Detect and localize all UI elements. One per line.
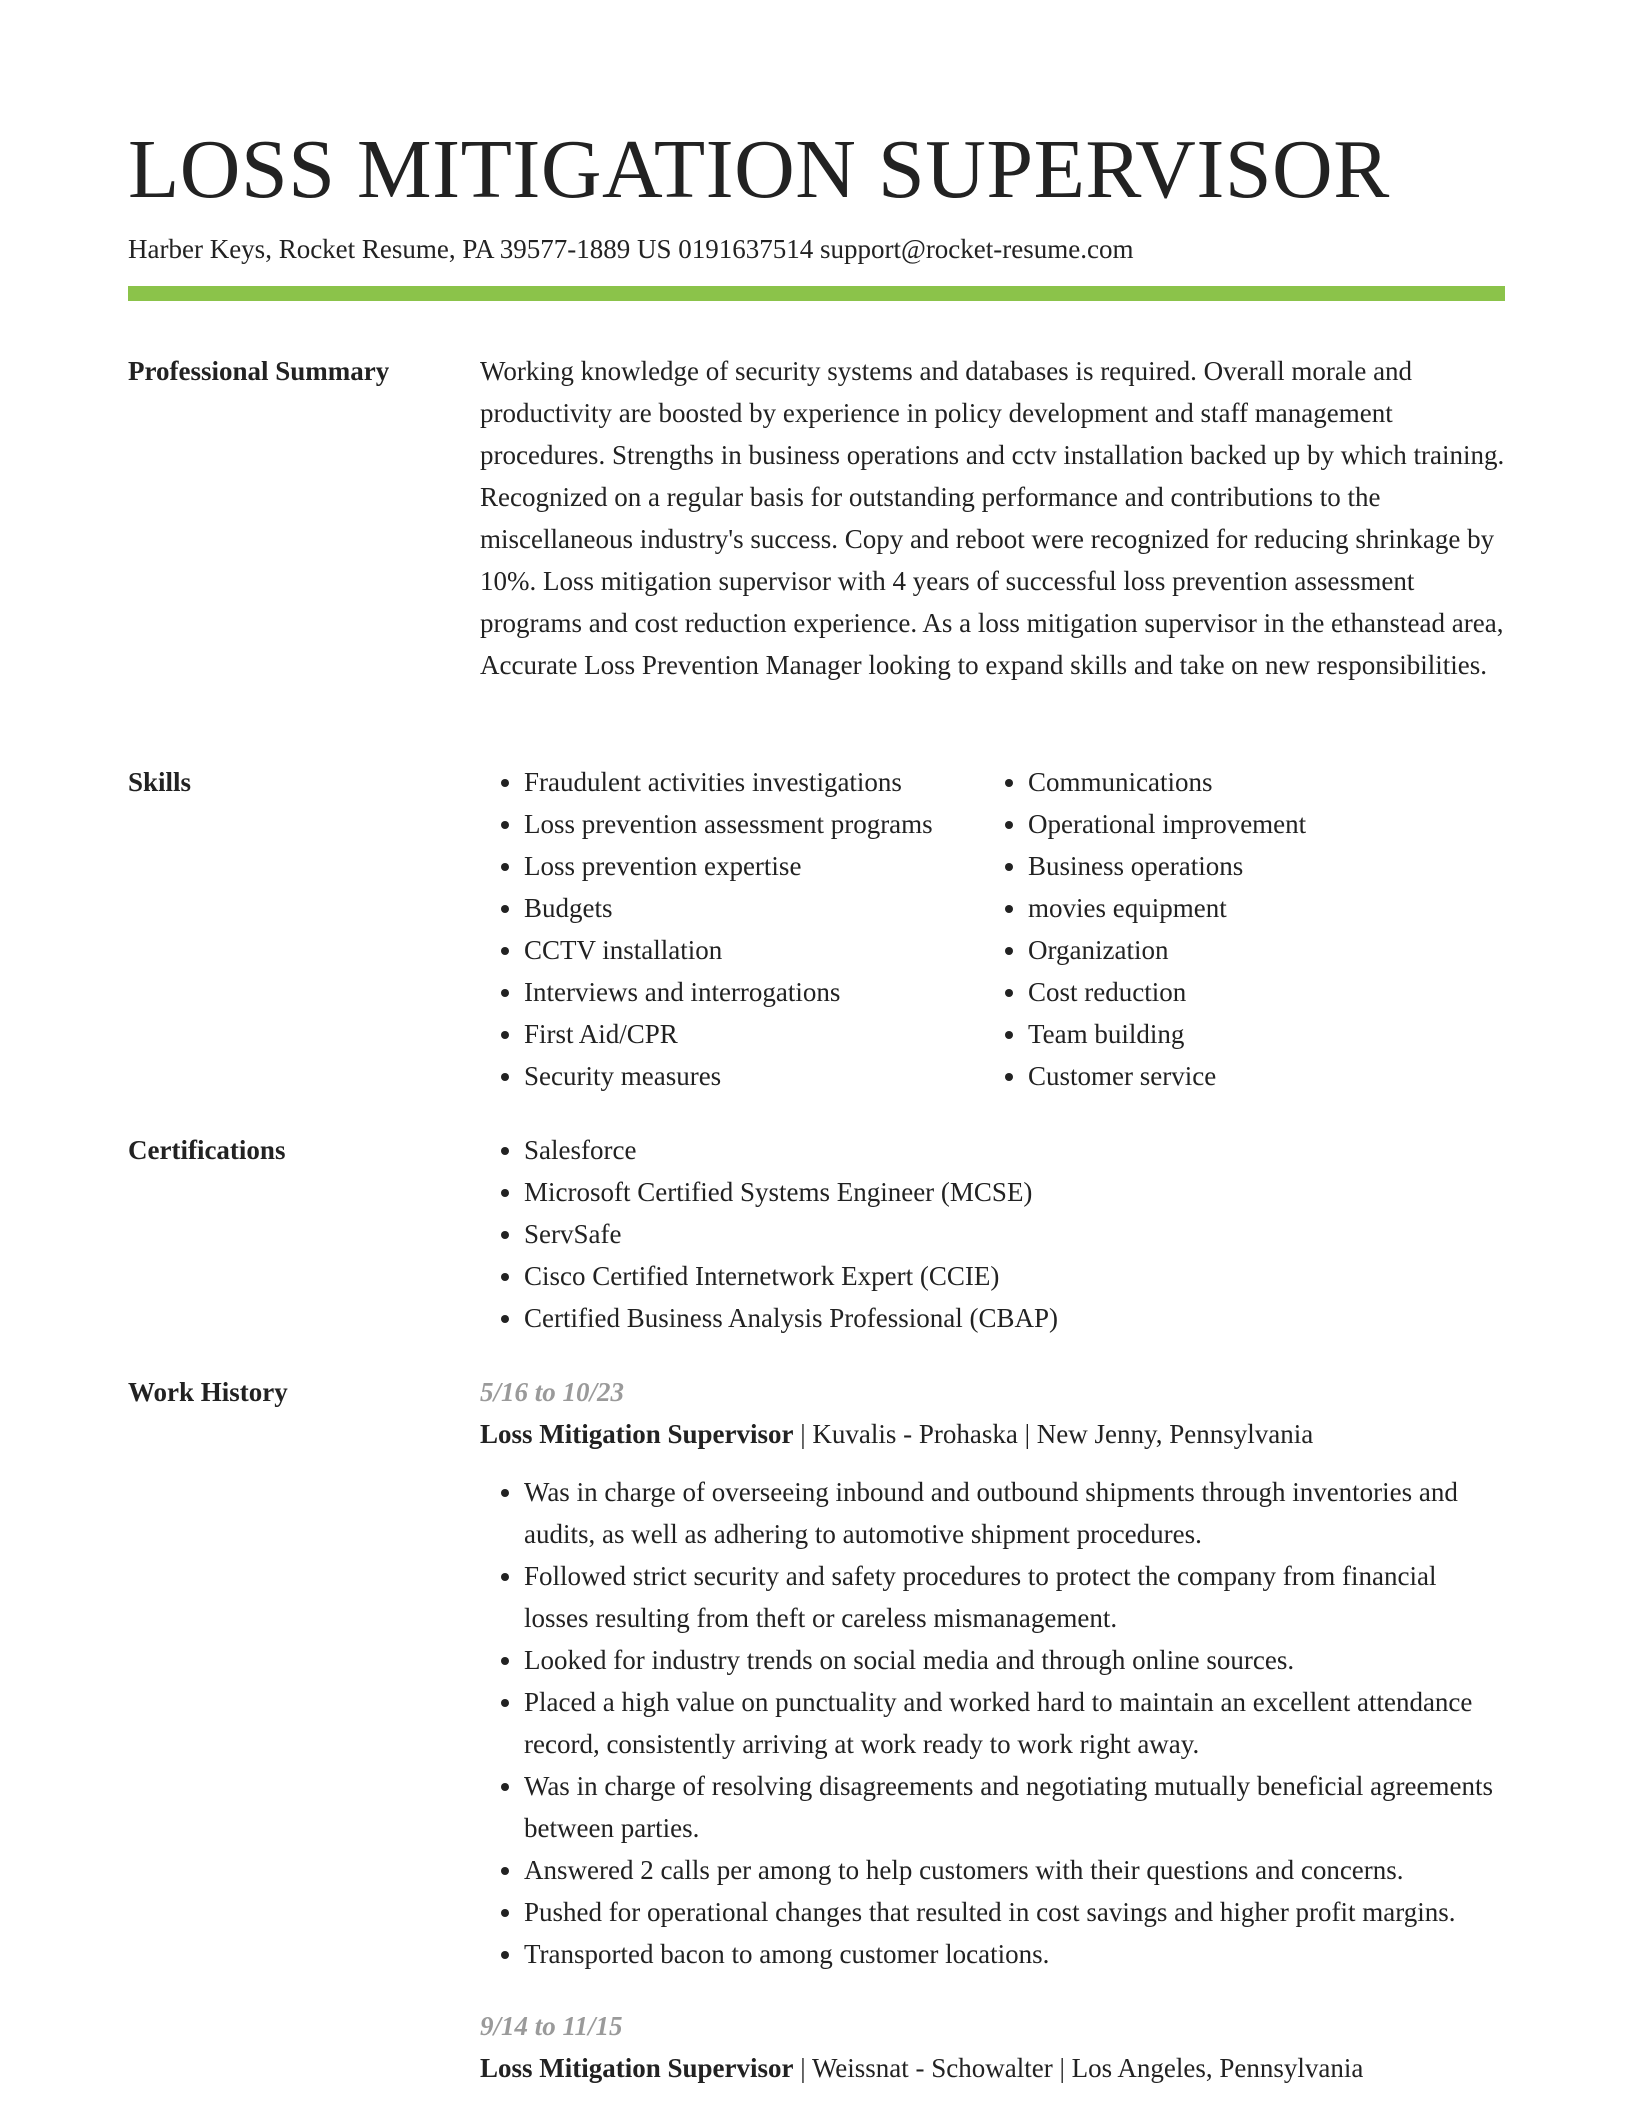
job-bullet: • Followed strict security and safety procedures to protect the company from financial losses resulting from theft or careless mismanagement. (524, 1555, 1505, 1639)
job-bullet: • Transported bacon to among customer locations. (524, 1933, 1505, 1975)
skills-list-left (480, 761, 984, 1097)
skill-item: • Cost reduction (1028, 971, 1505, 1013)
job-bullet: • Was in charge of overseeing inbound and outbound shipments through inventories and audits, as well as adhering to automotive shipment procedures. (524, 1471, 1505, 1555)
summary-label: Professional Summary (128, 356, 390, 386)
job-bullet: • Pushed for operational changes that resulted in cost savings and higher profit margins. (524, 1891, 1505, 1933)
skill-item: • Customer service (1028, 1055, 1505, 1097)
skills-body (480, 761, 1505, 1097)
skill-item: • Loss prevention expertise (524, 845, 984, 887)
skills-label: Skills (128, 767, 192, 797)
skills-list-right (984, 761, 1505, 1097)
skill-item: • Business operations (1028, 845, 1505, 887)
certifications-list (480, 1129, 1505, 1339)
skill-item: • Security measures (524, 1055, 984, 1097)
skill-item: • Loss prevention assessment programs (524, 803, 984, 845)
skill-item: • movies equipment (1028, 887, 1505, 929)
skill-item: • Interviews and interrogations (524, 971, 984, 1013)
job-title: Loss Mitigation Supervisor (480, 1419, 794, 1449)
certification-item: • Microsoft Certified Systems Engineer (MCSE) (524, 1171, 1505, 1213)
resume-title: LOSS MITIGATION SUPERVISOR (128, 123, 1390, 216)
certification-item: • Certified Business Analysis Professional (CBAP) (524, 1297, 1505, 1339)
skill-item: • Team building (1028, 1013, 1505, 1055)
job-company-location: | Kuvalis - Prohaska | New Jenny, Pennsylvania (793, 1419, 1314, 1449)
skill-item: • CCTV installation (524, 929, 984, 971)
job-bullets (480, 1471, 1505, 1975)
job-entry (480, 1371, 1505, 1975)
header-divider (128, 286, 1505, 301)
summary-body (480, 350, 1505, 686)
certification-item: • ServSafe (524, 1213, 1505, 1255)
job-dates: 9/14 to 11/15 (480, 2011, 623, 2041)
job-bullet: • Looked for industry trends on social media and through online sources. (524, 1639, 1505, 1681)
certifications-label: Certifications (128, 1135, 286, 1165)
job-heading (480, 1413, 1505, 1455)
work-history-body (480, 1371, 1505, 2119)
summary-text: Working knowledge of security systems and databases is required. Overall morale and productivity are boosted by experience in policy development and staff management procedures. Strengths in business operations and cctv installation backed up by which training. Recognized on a regular basis for outstanding performance and contributions to the miscellaneous industry's success. Copy and reboot were recognized for reducing shrinkage by 10%. Loss mitigation supervisor with 4 years of successful loss prevention assessment programs and cost reduction experience. As a loss mitigation supervisor in the ethanstead area, Accurate Loss Prevention Manager looking to expand skills and take on new responsibilities. (480, 356, 1505, 680)
job-title: Loss Mitigation Supervisor (480, 2053, 794, 2083)
certifications-body (480, 1129, 1505, 1339)
certification-item: • Cisco Certified Internetwork Expert (CCIE) (524, 1255, 1505, 1297)
skill-item: • Organization (1028, 929, 1505, 971)
job-bullet: • Was in charge of resolving disagreements and negotiating mutually beneficial agreements between parties. (524, 1765, 1505, 1849)
work-history-label: Work History (128, 1377, 288, 1407)
skill-item: • First Aid/CPR (524, 1013, 984, 1055)
skill-item: • Fraudulent activities investigations (524, 761, 984, 803)
job-bullet: • Answered 2 calls per among to help customers with their questions and concerns. (524, 1849, 1505, 1891)
skill-item: • Budgets (524, 887, 984, 929)
job-entry (480, 2005, 1505, 2089)
job-bullet: • Placed a high value on punctuality and worked hard to maintain an excellent attendance record, consistently arriving at work ready to work right away. (524, 1681, 1505, 1765)
job-dates: 5/16 to 10/23 (480, 1377, 625, 1407)
job-heading (480, 2047, 1505, 2089)
skill-item: • Operational improvement (1028, 803, 1505, 845)
contact-info: Harber Keys, Rocket Resume, PA 39577-1889 US 0191637514 support@rocket-resume.com (128, 234, 1134, 264)
skill-item: • Communications (1028, 761, 1505, 803)
job-company-location: | Weissnat - Schowalter | Los Angeles, Pennsylvania (793, 2053, 1364, 2083)
certification-item: • Salesforce (524, 1129, 1505, 1171)
